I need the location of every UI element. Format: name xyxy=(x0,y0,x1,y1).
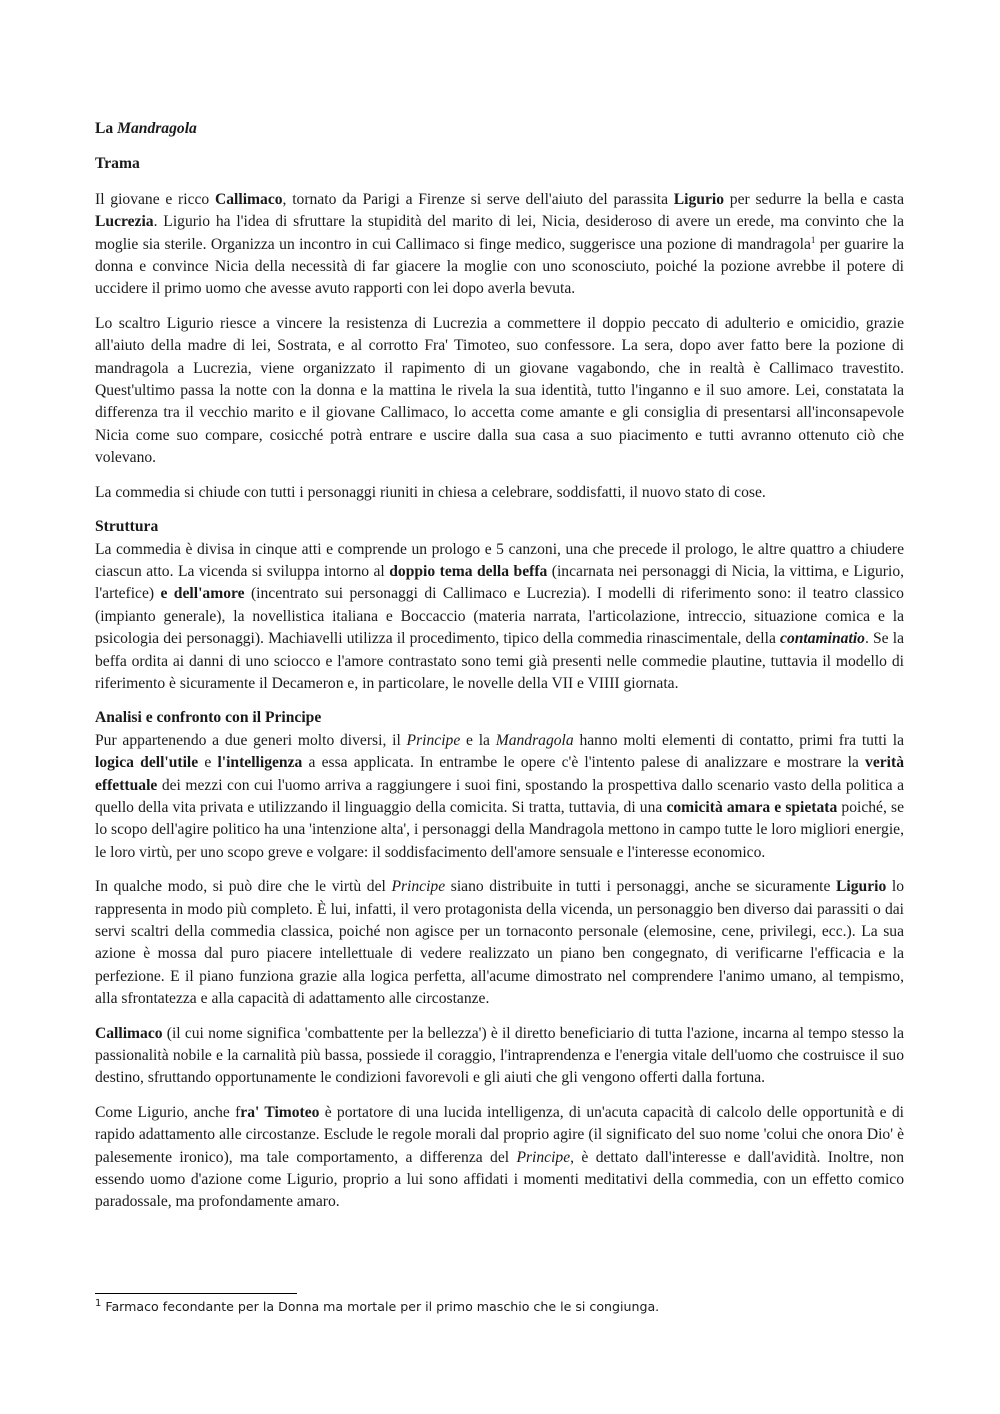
analisi-paragraph-3 xyxy=(95,1023,904,1090)
text-run: e xyxy=(198,754,218,772)
text-run: Come Ligurio, anche f xyxy=(95,1103,241,1121)
bold-run: comicità amara e spietata xyxy=(666,798,838,816)
text-run: per guarire la donna e convince Nicia della necessità di far giacere la moglie con uno sconosciuto, poiché la pozione avrebbe il potere di uccidere il primo uomo che avesse avuto rapporti con lei dopo averla bevuta. xyxy=(95,235,904,298)
bold-run: logica dell'utile xyxy=(95,754,199,772)
text-run: è portatore di una lucida intelligenza, di un'acuta capacità di calcolo delle opportunità e di rapido adattamento alle circostanze. Esclude le regole morali dal proprio agire (il significato del suo nome 'colui che onora Dio' è palesemente ironico), ma tale comportamento, a differenza del xyxy=(95,1103,904,1166)
section-heading-struttura: Struttura xyxy=(95,518,159,536)
bold-run: verità effettuale xyxy=(95,754,904,794)
italic-run: Principe xyxy=(516,1148,571,1166)
text-run: a essa applicata. In entrambe le opere c'è l'intento palese di analizzare e mostrare la xyxy=(302,754,866,772)
text-run: hanno molti elementi di contatto, primi fra tutti la xyxy=(573,731,904,749)
bold-run: ra' Timoteo xyxy=(240,1103,320,1121)
text-run: La commedia è divisa in cinque atti e comprende un prologo e 5 canzoni, una che precede il prologo, le altre quattro a chiudere ciascun atto. La vicenda si sviluppa intorno al xyxy=(95,540,904,580)
footnote-number: 1 xyxy=(95,1298,102,1309)
trama-paragraph-3: La commedia si chiude con tutti i personaggi riuniti in chiesa a celebrare, soddisfatti, il nuovo stato di cose. xyxy=(95,483,766,501)
italic-run: Principe xyxy=(391,878,446,896)
text-run: , tornato da Parigi a Firenze si serve dell'aiuto del parassita xyxy=(282,190,674,208)
italic-run: Principe xyxy=(406,731,461,749)
italic-run: Mandragola xyxy=(495,731,574,749)
bold-italic-run: contaminatio xyxy=(780,630,865,648)
text-run: . Se la beffa ordita ai danni di uno sciocco e l'amore contrastato sono temi già presenti nelle commedie plautine, tuttavia il modello di riferimento è sicuramente il Decameron e, in particolare, le novelle della VII e VIIII giornata. xyxy=(95,630,905,692)
text-run: e la xyxy=(460,731,496,749)
footnote-text: Farmaco fecondante per la Donna ma mortale per il primo maschio che le si congiunga. xyxy=(101,1299,660,1314)
text-run: siano distribuite in tutti i personaggi, anche se sicuramente xyxy=(445,878,836,896)
trama-paragraph-2: Lo scaltro Ligurio riesce a vincere la resistenza di Lucrezia a commettere il doppio peccato di adulterio e omicidio, grazie all'aiuto della madre di lei, Sostrata, e al corrotto Fra' Timoteo, suo confessore. La sera, dopo aver fatto bere la pozione di mandragola a Lucrezia, viene organizzato il rapimento di un giovane vagabondo, che in realtà è Callimaco travestito. Quest'ultimo passa la notte con la donna e la mattina le rivela la sua identità, tutto l'inganno e il suo amore. Lei, constatata la differenza tra il vecchio marito e il giovane Callimaco, lo accetta come amante e gli consiglia di presentarsi all'inconsapevole Nicia come suo compare, cosicché potrà entrare e uscire dalla sua casa a suo piacimento e tutti avranno ottenuto ciò che volevano. xyxy=(95,314,904,467)
section-heading-trama: Trama xyxy=(95,155,140,173)
bold-run: Callimaco xyxy=(214,190,283,208)
text-run: , è dettato dall'interesse e dall'avidità. Inoltre, non essendo uomo d'azione come Ligurio, proprio a lui sono affidati i momenti meditativi della commedia, con un effetto comico paradossale, ma profondamente amaro. xyxy=(95,1148,904,1211)
section-heading-analisi: Analisi e confronto con il Principe xyxy=(95,709,322,727)
text-run: In qualche modo, si può dire che le virtù del xyxy=(95,878,392,896)
analisi-paragraph-4 xyxy=(95,1102,904,1214)
bold-run: Callimaco xyxy=(95,1024,163,1042)
text-run: per sedurre la bella e casta xyxy=(724,190,904,208)
text-run: (incentrato sui personaggi di Callimaco e Lucrezia). I modelli di riferimento sono: il teatro classico (impianto generale), la novellistica italiana e Boccaccio (materia narrata, l'articolazione, intreccio, situazione comica e la psicologia dei personaggi). Machiavelli utilizza il procedimento, tipico della commedia rinascimentale, della xyxy=(95,585,904,648)
footnote-reference[interactable]: 1 xyxy=(810,234,816,245)
footnote-separator xyxy=(95,1293,297,1294)
analisi-paragraph-1 xyxy=(95,730,904,864)
bold-run: l'intelligenza xyxy=(217,754,303,772)
bold-run: e dell'amore xyxy=(160,585,245,603)
text-run: (il cui nome significa 'combattente per la bellezza') è il diretto beneficiario di tutta l'azione, incarna al tempo stesso la passionalità nobile e la carnalità più bassa, possiede il coraggio, l'intraprendenza e l'energia vitale dell'uomo che costruisce il suo destino, sfruttando opportunamente le condizioni favorevoli e gli aiuti che gli vengono offerti dalla fortuna. xyxy=(95,1024,904,1087)
document-page xyxy=(95,118,904,1214)
bold-run: doppio tema della beffa xyxy=(389,562,548,580)
document-title xyxy=(95,118,904,140)
bold-run: Ligurio xyxy=(836,878,887,896)
trama-paragraph-1 xyxy=(95,189,904,301)
title-prefix: La xyxy=(95,120,118,137)
title-italic: Mandragola xyxy=(117,120,197,137)
text-run: Pur appartenendo a due generi molto diversi, il xyxy=(95,731,407,749)
text-run: (incarnata nei personaggi di Nicia, la vittima, e Ligurio, l'artefice) xyxy=(95,562,905,603)
text-run: dei mezzi con cui l'uomo arriva a raggiungere i suoi fini, spostando la prospettiva dallo scenario vasto della politica a quello della vita privata e utilizzando il linguaggio della comicita. Si tratta, tuttavia, di una xyxy=(95,776,904,816)
text-run: poiché, se lo scopo dell'agire politico ha una 'intenzione alta', i personaggi della Mandragola mettono in campo tutte le loro migliori energie, le loro virtù, per uno scopo greve e volgare: il soddisfacimento dell'amore sensuale e l'interesse economico. xyxy=(95,798,904,861)
bold-run: Ligurio xyxy=(673,190,725,208)
bold-run: Lucrezia xyxy=(95,213,154,231)
footnote xyxy=(95,1298,904,1316)
text-run: Il giovane e ricco xyxy=(95,190,215,208)
analisi-paragraph-2 xyxy=(95,876,904,1010)
text-run: lo rappresenta in modo più completo. È lui, infatti, il vero protagonista della vicenda, un personaggio ben diverso dai parassiti o dai servi scaltri della commedia classica, poiché non agisce per un tornaconto personale (elemosine, cene, privilegi, ecc.). La sua azione è mossa dal puro piacere intellettuale di vedere realizzato un piano ben congegnato, di verificarne l'efficacia e la perfezione. E il piano funziona grazie alla logica perfetta, all'acume dimostrato nel comprendere l'animo umano, al tempismo, alla sfrontatezza e alla capacità di adattamento alle circostanze. xyxy=(95,878,905,1008)
text-run: . Ligurio ha l'idea di sfruttare la stupidità del marito di lei, Nicia, desideroso di avere un erede, ma convinto che la moglie sia sterile. Organizza un incontro in cui Callimaco si finge medico, suggerisce una pozione di mandragola xyxy=(95,213,904,253)
struttura-paragraph xyxy=(95,539,904,696)
